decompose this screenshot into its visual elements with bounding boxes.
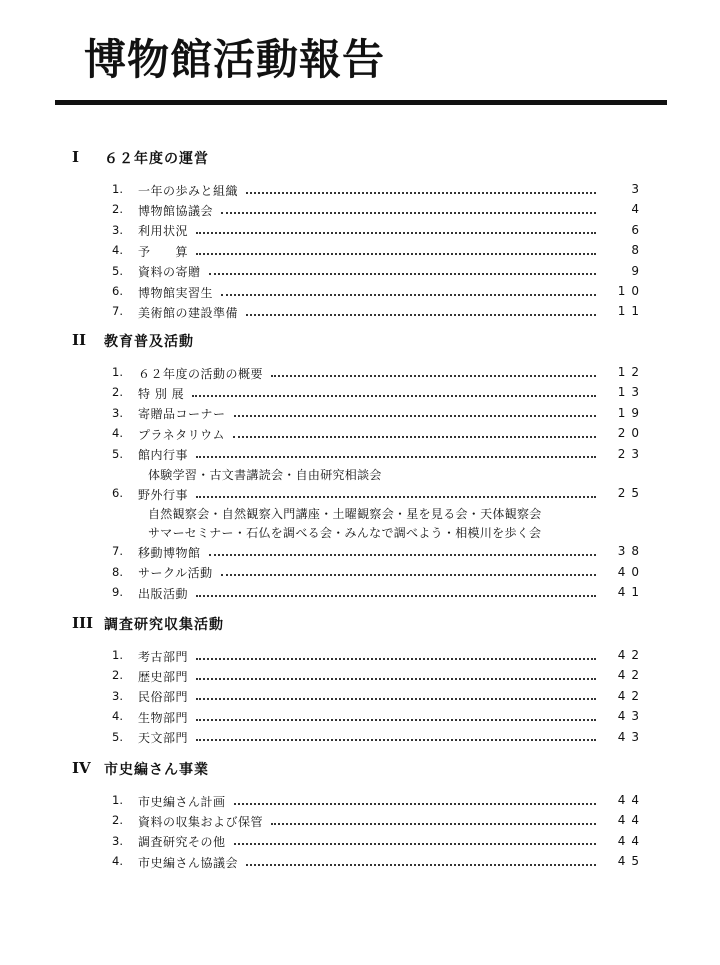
toc-entry — [0, 241, 720, 261]
entry-number: 5. — [112, 729, 123, 744]
dot-leader — [196, 495, 596, 498]
entry-number: 4. — [112, 854, 123, 869]
entry-line — [138, 707, 604, 727]
entry-number: 1. — [112, 365, 123, 379]
toc-entry — [0, 424, 720, 444]
toc-entry — [0, 832, 720, 852]
entry-page: 19 — [617, 405, 645, 420]
entry-line — [138, 302, 604, 322]
entry-page: 3 — [631, 182, 645, 196]
entry-line — [138, 646, 604, 666]
entry-number: 4. — [112, 243, 123, 258]
entry-line — [138, 583, 604, 603]
toc-entry — [0, 583, 720, 603]
toc-entry — [0, 666, 720, 686]
section-heading — [0, 146, 720, 170]
dot-leader — [246, 863, 596, 866]
toc-entry — [0, 383, 720, 403]
entry-number: 9. — [112, 585, 123, 600]
entry-number: 3. — [112, 222, 123, 237]
entry-label: 特 別 展 — [138, 386, 185, 401]
entry-label: 出版活動 — [138, 586, 189, 601]
toc-entry — [0, 404, 720, 424]
entry-subtopics: 自然観察会・自然観察入門講座・土曜観察会・星を見る会・天体観察会 — [148, 507, 542, 522]
entry-page: 44 — [617, 813, 645, 828]
dot-leader — [196, 252, 596, 255]
entry-number: 4. — [112, 426, 123, 441]
entry-line — [138, 241, 604, 261]
entry-label: 利用状況 — [138, 224, 189, 239]
toc-entry — [0, 302, 720, 322]
entry-line — [138, 363, 604, 383]
entry-number: 7. — [112, 304, 123, 319]
entry-number: 3. — [112, 405, 123, 420]
entry-label: 調査研究その他 — [138, 835, 226, 850]
entry-number: 5. — [112, 263, 123, 278]
entry-page: 40 — [617, 564, 645, 579]
entry-line — [138, 811, 604, 831]
toc-entry — [0, 791, 720, 811]
page-title: 博物館活動報告 — [84, 35, 386, 84]
toc-entry — [0, 200, 720, 220]
toc-entry — [0, 445, 720, 465]
entry-line — [138, 728, 604, 748]
entry-line — [138, 180, 604, 200]
toc-entry — [0, 262, 720, 282]
entry-label: 資料の寄贈 — [138, 265, 201, 280]
entry-label: 館内行事 — [138, 448, 189, 463]
entry-page: 42 — [617, 648, 645, 662]
entry-label: 一年の歩みと組織 — [138, 183, 239, 198]
entry-page: 20 — [617, 426, 645, 441]
entry-subtopics: 体験学習・古文書講読会・自由研究相談会 — [148, 468, 382, 482]
entry-line — [138, 282, 604, 302]
entry-page: 8 — [631, 243, 645, 258]
toc-entry — [0, 542, 720, 562]
entry-label: 野外行事 — [138, 487, 189, 502]
entry-number: 2. — [112, 202, 123, 217]
dot-leader — [196, 455, 596, 458]
title-rule — [55, 100, 667, 105]
toc-entry — [0, 180, 720, 200]
entry-line — [138, 852, 604, 872]
entry-label: 市史編さん協議会 — [138, 855, 239, 870]
entry-line — [138, 383, 604, 403]
dot-leader — [246, 313, 596, 316]
entry-number: 1. — [112, 182, 123, 196]
entry-page: 42 — [617, 688, 645, 703]
toc-section — [0, 329, 720, 601]
dot-leader — [271, 374, 596, 377]
entry-number: 7. — [112, 544, 123, 559]
entry-number: 4. — [112, 709, 123, 724]
entry-number: 1. — [112, 648, 123, 662]
toc-entry — [0, 811, 720, 831]
entry-line — [138, 484, 604, 504]
entry-label: 生物部門 — [138, 710, 189, 725]
dot-leader — [196, 697, 596, 700]
entry-line — [138, 791, 604, 811]
section-title: ６２年度の運営 — [104, 151, 209, 167]
toc-entry — [0, 687, 720, 707]
entry-label: 資料の収集および保管 — [138, 814, 264, 829]
entry-line — [138, 687, 604, 707]
entry-page: 43 — [617, 709, 645, 724]
entry-number: 2. — [112, 668, 123, 683]
entry-line — [138, 404, 604, 424]
entry-page: 38 — [617, 544, 645, 559]
entry-number: 3. — [112, 833, 123, 848]
entry-page: 10 — [617, 284, 645, 298]
entry-page: 42 — [617, 668, 645, 683]
section-number: III — [72, 614, 94, 632]
dot-leader — [209, 553, 596, 556]
entry-line — [138, 445, 604, 465]
section-heading — [0, 757, 720, 781]
section-number: I — [72, 148, 80, 166]
toc-entry — [0, 646, 720, 666]
toc-section — [0, 146, 720, 320]
entry-line — [138, 666, 604, 686]
section-heading — [0, 329, 720, 353]
entry-label: 博物館実習生 — [138, 285, 214, 300]
entry-line — [138, 563, 604, 583]
dot-leader — [196, 677, 596, 680]
dot-leader — [221, 573, 596, 576]
entry-line — [138, 832, 604, 852]
entry-page: 44 — [617, 833, 645, 848]
entry-label: 博物館協議会 — [138, 203, 214, 218]
entry-page: 43 — [617, 729, 645, 744]
entry-page: 41 — [617, 585, 645, 600]
entry-line — [138, 200, 604, 220]
entry-label: 美術館の建設準備 — [138, 305, 239, 320]
entry-line — [138, 262, 604, 282]
toc-section — [0, 757, 720, 870]
entry-number: 1. — [112, 793, 123, 807]
dot-leader — [271, 822, 596, 825]
entry-page: 23 — [617, 446, 645, 461]
entry-number: 6. — [112, 284, 123, 298]
entry-number: 2. — [112, 385, 123, 400]
dot-leader — [221, 293, 596, 296]
entry-line — [138, 424, 604, 444]
dot-leader — [196, 738, 596, 741]
entry-label: 歴史部門 — [138, 669, 189, 684]
section-title: 市史編さん事業 — [104, 762, 209, 778]
dot-leader — [233, 435, 596, 438]
entry-label: 予 算 — [138, 244, 189, 259]
section-number: II — [72, 331, 87, 349]
entry-page: 6 — [631, 222, 645, 237]
entry-label: 考古部門 — [138, 649, 189, 664]
dot-leader — [234, 842, 596, 845]
section-title: 教育普及活動 — [104, 334, 194, 350]
section-number: IV — [72, 759, 91, 777]
entry-label: 寄贈品コーナー — [138, 407, 226, 422]
entry-number: 5. — [112, 446, 123, 461]
entry-page: 13 — [617, 385, 645, 400]
dot-leader — [209, 272, 596, 275]
section-heading — [0, 612, 720, 636]
entry-number: 2. — [112, 813, 123, 828]
entry-label: サークル活動 — [138, 566, 213, 581]
entry-label: 天文部門 — [138, 731, 189, 746]
entry-line — [138, 221, 604, 241]
toc-entry — [0, 852, 720, 872]
dot-leader — [234, 414, 596, 417]
entry-number: 3. — [112, 688, 123, 703]
entry-label: ６２年度の活動の概要 — [138, 366, 264, 381]
entry-label: プラネタリウム — [138, 427, 226, 442]
entry-page: 9 — [631, 263, 645, 278]
entry-number: 6. — [112, 486, 123, 500]
entry-label: 市史編さん計画 — [138, 794, 226, 809]
toc-entry — [0, 363, 720, 383]
entry-page: 45 — [617, 854, 645, 869]
toc-entry — [0, 484, 720, 504]
entry-label: 移動博物館 — [138, 545, 201, 560]
dot-leader — [234, 802, 596, 805]
dot-leader — [246, 191, 596, 194]
dot-leader — [196, 657, 596, 660]
dot-leader — [196, 718, 596, 721]
entry-number: 8. — [112, 564, 123, 579]
dot-leader — [196, 594, 596, 597]
entry-subtopics: サマーセミナー・石仏を調べる会・みんなで調べよう・相模川を歩く会 — [148, 526, 542, 541]
toc-entry — [0, 282, 720, 302]
toc-entry — [0, 728, 720, 748]
dot-leader — [196, 231, 596, 234]
toc-section — [0, 612, 720, 746]
section-title: 調査研究収集活動 — [104, 617, 224, 633]
entry-line — [138, 542, 604, 562]
dot-leader — [221, 211, 596, 214]
entry-page: 11 — [617, 304, 645, 319]
toc-entry — [0, 221, 720, 241]
entry-page: 44 — [617, 793, 645, 807]
dot-leader — [192, 394, 596, 397]
entry-page: 12 — [617, 365, 645, 379]
entry-page: 25 — [617, 486, 645, 500]
entry-page: 4 — [631, 202, 645, 217]
entry-label: 民俗部門 — [138, 690, 189, 705]
toc-entry — [0, 563, 720, 583]
toc-entry — [0, 707, 720, 727]
